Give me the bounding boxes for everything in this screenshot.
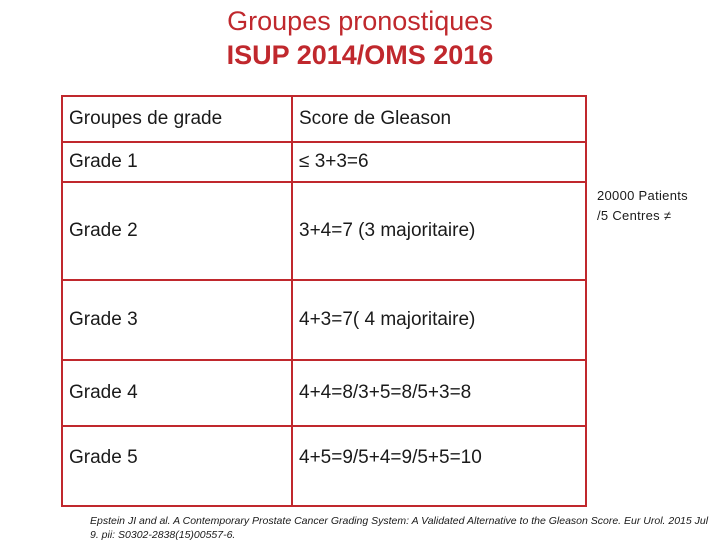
table-row	[62, 426, 586, 506]
grade-cell: Grade 4	[62, 360, 292, 426]
table-header-row	[62, 96, 586, 142]
patients-note	[597, 186, 688, 226]
grade-cell: Grade 2	[62, 182, 292, 280]
header-score-de-gleason: Score de Gleason	[292, 96, 586, 142]
score-cell: ≤ 3+3=6	[292, 142, 586, 182]
table-row	[62, 280, 586, 360]
title-line-2: ISUP 2014/OMS 2016	[226, 40, 494, 70]
score-cell: 4+5=9/5+4=9/5+5=10	[292, 426, 586, 506]
patients-note-line-2: /5 Centres ≠	[597, 208, 672, 223]
score-cell: 4+4=8/3+5=8/5+3=8	[292, 360, 586, 426]
header-groupes-de-grade: Groupes de grade	[62, 96, 292, 142]
score-cell: 4+3=7( 4 majoritaire)	[292, 280, 586, 360]
table-row	[62, 360, 586, 426]
title-line-1: Groupes pronostiques	[227, 6, 493, 36]
page-title	[0, 4, 720, 72]
table-row	[62, 182, 586, 280]
grade-cell: Grade 3	[62, 280, 292, 360]
grade-cell: Grade 5	[62, 426, 292, 506]
patients-note-line-1: 20000 Patients	[597, 188, 688, 203]
grade-cell: Grade 1	[62, 142, 292, 182]
grade-table	[61, 95, 587, 507]
table-row	[62, 142, 586, 182]
reference-citation: Epstein JI and al. A Contemporary Prostate Cancer Grading System: A Validated Alternative to the Gleason Score. Eur Urol. 2015 Jul 9. pii: S0302-2838(15)00557-6.	[90, 515, 709, 541]
score-cell: 3+4=7 (3 majoritaire)	[292, 182, 586, 280]
